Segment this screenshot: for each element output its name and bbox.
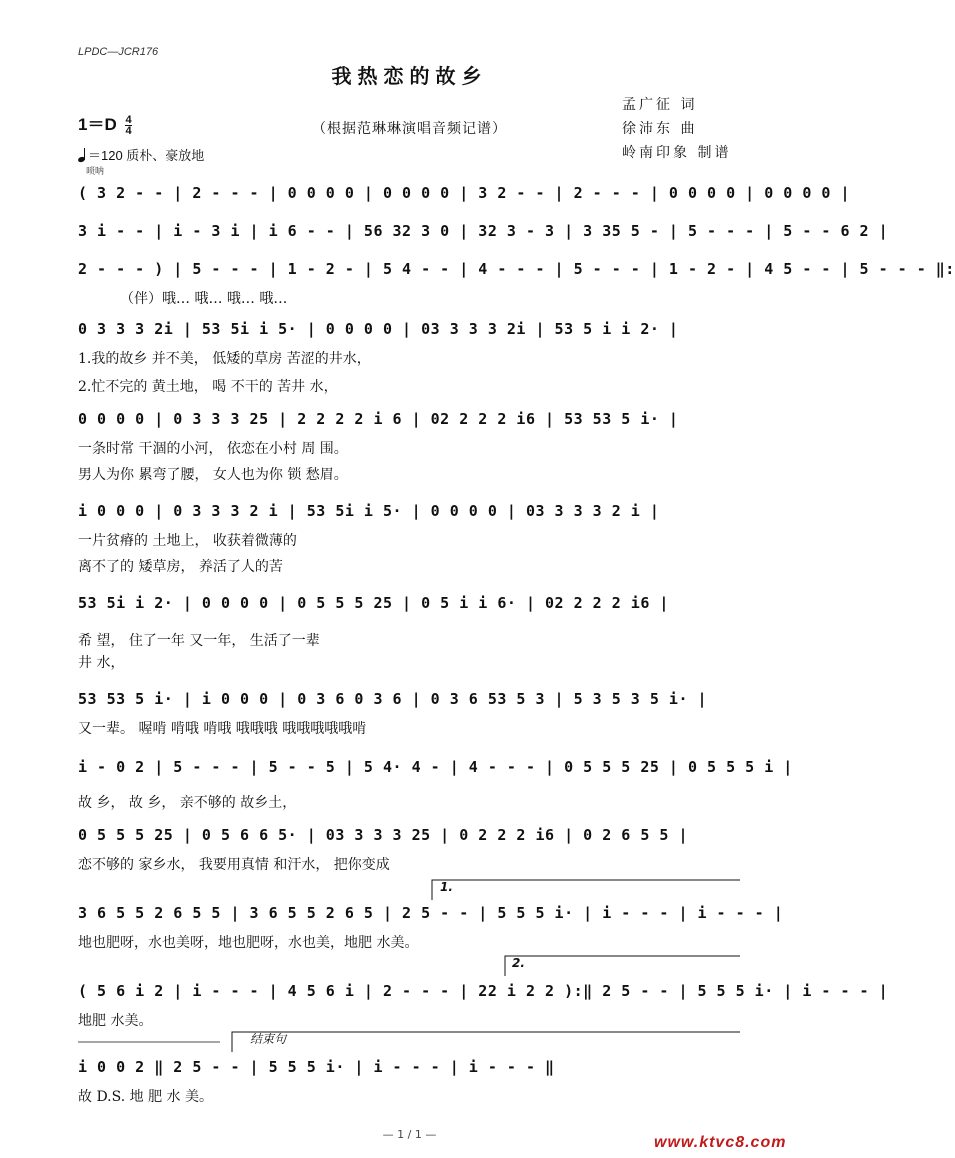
lyric-line: 地肥 水美。	[78, 1013, 153, 1029]
lyric-line: 故 乡， 故 乡， 亲不够的 故乡土，	[78, 795, 297, 811]
ending-1-marker: 1.	[440, 880, 453, 894]
coda-marker: 结束句	[250, 1032, 287, 1046]
score-line-8: 53 53 5 i· | i 0 0 0 | 0 3 6 0 3 6 | 0 3 6 53 5 3 | 5 3 5 3 5 i· |	[78, 690, 708, 708]
lyricist-credit: 孟广征 词	[622, 97, 698, 113]
tempo-text: ＝120 质朴、豪放地	[88, 148, 205, 163]
score-line-11: 3 6 5 5 2 6 5 5 | 3 6 5 5 2 6 5 | 2 5 - - | 5 5 5 i· | i - - - | i - - - |	[78, 904, 784, 922]
lyric-line: 希 望， 住了一年 又一年， 生活了一辈	[78, 633, 320, 649]
ending-2-marker: 2.	[512, 956, 525, 970]
score-code: LPDC—JCR176	[78, 46, 159, 58]
lyric-line: 又一辈。 喔啃 啃哦 啃哦 哦哦哦 哦哦哦哦哦啃	[78, 721, 367, 737]
lyric-line: 恋不够的 家乡水， 我要用真情 和汗水， 把你变成	[78, 857, 390, 873]
lyric-line: 男人为你 累弯了腰， 女人也为你 锁 愁眉。	[78, 467, 348, 483]
score-line-1: ( 3 2 - - | 2 - - - | 0 0 0 0 | 0 0 0 0 | 3 2 - - | 2 - - - | 0 0 0 0 | 0 0 0 0 |	[78, 184, 850, 202]
score-line-13: i 0 0 2 ‖ 2 5 - - | 5 5 5 i· | i - - - | i - - - ‖	[78, 1058, 555, 1076]
arranger-credit: 岭南印象 制谱	[622, 145, 732, 161]
lyric-line: 地也肥呀，水也美呀，地也肥呀，水也美，地肥 水美。	[78, 935, 419, 951]
lyric-line: 井 水，	[78, 655, 125, 671]
time-bottom: 4	[125, 125, 132, 138]
lyric-line: 故 D.S. 地 肥 水 美。	[78, 1089, 213, 1105]
key-label: 1＝D	[78, 115, 117, 134]
score-line-12: ( 5 6 i 2 | i - - - | 4 5 6 i | 2 - - - | 22 i 2 2 ):‖ 2 5 - - | 5 5 5 i· | i - - - |	[78, 982, 889, 1000]
lyric-line: 离不了的 矮草房， 养活了人的苦	[78, 559, 283, 575]
page-number: — 1 / 1 —	[382, 1128, 437, 1141]
site-watermark: www.ktvc8.com	[654, 1134, 787, 1151]
song-subtitle: （根据范琳琳演唱音频记谱）	[312, 121, 507, 137]
score-line-4: 0 3 3 3 2i | 53 5i i 5· | 0 0 0 0 | 03 3 3 3 2i | 53 5 i i 2· |	[78, 320, 679, 338]
lyric-line: 1.我的故乡 并不美， 低矮的草房 苦涩的井水，	[78, 351, 371, 367]
time-top: 4	[125, 114, 132, 127]
score-line-2: 3 i - - | i - 3 i | i 6 - - | 56 32 3 0 | 32 3 - 3 | 3 35 5 - | 5 - - - | 5 - - 6 2 |	[78, 222, 889, 240]
lyric-line: 一条时常 干涸的小河， 依恋在小村 周 围。	[78, 441, 348, 457]
score-line-5: 0 0 0 0 | 0 3 3 3 25 | 2 2 2 2 i 6 | 02 2 2 2 i6 | 53 53 5 i· |	[78, 410, 679, 428]
score-line-6: i 0 0 0 | 0 3 3 3 2 i | 53 5i i 5· | 0 0 0 0 | 03 3 3 3 2 i |	[78, 502, 660, 520]
score-line-3: 2 - - - ) | 5 - - - | 1 - 2 - | 5 4 - - | 4 - - - | 5 - - - | 1 - 2 - | 4 5 - - | 5 - - - ‖:	[78, 260, 955, 278]
score-line-9: i - 0 2 | 5 - - - | 5 - - 5 | 5 4· 4 - | 4 - - - | 0 5 5 5 25 | 0 5 5 5 i |	[78, 758, 793, 776]
score-line-10: 0 5 5 5 25 | 0 5 6 6 5· | 03 3 3 3 25 | 0 2 2 2 i6 | 0 2 6 5 5 |	[78, 826, 688, 844]
song-title: 我热恋的故乡	[331, 64, 488, 88]
composer-credit: 徐沛东 曲	[622, 121, 698, 137]
lyric-line: 2.忙不完的 黄土地， 喝 不干的 苦井 水，	[78, 379, 338, 395]
score-line-7: 53 5i i 2· | 0 0 0 0 | 0 5 5 5 25 | 0 5 i i 6· | 02 2 2 2 i6 |	[78, 594, 669, 612]
instrument-label: 唢呐	[86, 167, 105, 177]
lyric-line: （伴）哦… 哦… 哦… 哦…	[120, 291, 288, 307]
lyric-line: 一片贫瘠的 土地上， 收获着微薄的	[78, 533, 297, 549]
